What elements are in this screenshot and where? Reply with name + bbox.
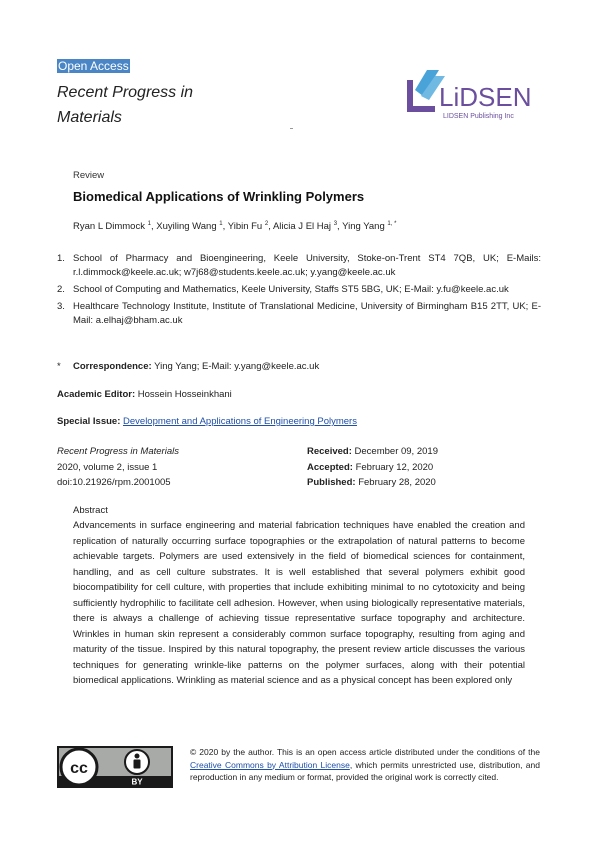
author-name: Xuyiling Wang (156, 221, 217, 233)
published-value: February 28, 2020 (358, 477, 436, 488)
attribution-person-icon (125, 750, 149, 774)
special-issue (57, 416, 357, 427)
by-badge-text: BY (131, 777, 143, 787)
license-text-before: © 2020 by the author. This is an open access article distributed under the conditions of the (190, 747, 540, 757)
affiliation-number: 3. (57, 301, 65, 312)
header-divider (290, 128, 293, 129)
license-text (190, 746, 540, 784)
correspondence-text: Ying Yang; E-Mail: y.yang@keele.ac.uk (154, 361, 320, 372)
affiliation-item (57, 300, 541, 328)
correspondence (57, 361, 319, 372)
author-name: Ryan L Dimmock (73, 221, 145, 233)
open-access-badge: Open Access (58, 59, 129, 73)
journal-name-line2: Materials (57, 109, 122, 126)
article-dates (307, 444, 438, 491)
affiliation-item (57, 252, 541, 280)
special-issue-link[interactable]: Development and Applications of Engineering Polymers (123, 416, 357, 427)
affiliation-text: School of Computing and Mathematics, Keele University, Staffs ST5 5BG, UK; E-Mail: y.fu@keele.ac.uk (73, 284, 509, 295)
author-affiliation-marker: 1 (147, 221, 151, 227)
creative-commons-link[interactable]: Creative Commons by Attribution License (190, 759, 350, 770)
license-text-after: , which permits unrestricted use, distribution, and reproduction in any medium or format, provided the original work is correctly cited. (190, 759, 540, 782)
affiliation-text: Healthcare Technology Institute, Institute of Translational Medicine, University of Birmingham B15 2TT, UK; E-Mail: a.elhaj@bham.ac.uk (73, 301, 541, 326)
received-label: Received: (307, 446, 352, 457)
special-issue-label: Special Issue: (57, 416, 121, 427)
journal-name (57, 80, 193, 130)
article-type: Review (73, 170, 105, 181)
author-name: Ying Yang (342, 221, 385, 233)
lidsen-logo (405, 66, 545, 122)
published-label: Published: (307, 477, 356, 488)
published-date (307, 475, 438, 491)
accepted-value: February 12, 2020 (355, 461, 434, 473)
lidsen-logo-subtext: LIDSEN Publishing Inc (443, 113, 514, 120)
correspondence-star: * (57, 361, 61, 372)
accepted-date (307, 460, 438, 476)
cc-badge-text: cc (70, 760, 88, 777)
author-affiliation-marker: 3 (333, 221, 338, 227)
affiliation-number: 1. (57, 253, 65, 264)
academic-editor (57, 389, 232, 400)
affiliation-text: School of Pharmacy and Bioengineering, Keele University, Stoke-on-Trent ST4 7QB, UK; E-Mails: r.l.dimmock@keele.ac.uk; w7j68@students.keele.ac.uk; y.yang@keele.ac.uk (73, 253, 541, 278)
creative-commons-icon (61, 749, 97, 785)
academic-editor-label: Academic Editor: (57, 389, 136, 400)
abstract-text: Advancements in surface engineering and material fabrication techniques have enabled the creation and replication of naturally occurring surface topographies or the extrapolation of natural patterns to become achievable targets. Polymers are used extensively in the field of biomedical sciences for containment, handling, and as cell culture substrates. It is well established that several polymers exhibit good biocompatibility for cell culture, with properties that include exhibiting minimal to no cytotoxicity and being sufficiently hydrophilic to facilitate cell adhesion. However, when using biologically representative materials, there is always a challenge of achieving tissue representative surface topography and architecture. Wrinkles in human skin represent a considerably common surface topography, resulting from aging and maturity of the tissue. Inspired by this natural topography, the present review article discusses the various techniques for generating wrinkle-like patterns on the polymer surfaces, along with their potential biomedical applications. Wrinkling as material science and as a physical concept has been explored only (73, 520, 525, 686)
academic-editor-name: Hossein Hosseinkhani (137, 389, 232, 400)
affiliation-item (57, 283, 541, 297)
affiliation-number: 2. (57, 284, 65, 295)
citation-volume-issue: 2020, volume 2, issue 1 (57, 461, 158, 473)
correspondence-label: Correspondence: (73, 361, 152, 372)
accepted-label: Accepted: (307, 461, 353, 473)
author-list: Ryan L Dimmock $^1$, Xuyiling Wang $^1$, Yibin Fu $^2$, Alicia J El Haj $^3$, Ying Yang $^{1, *}$ (73, 221, 397, 233)
author-affiliation-marker: 2 (264, 221, 269, 227)
author-affiliation-marker: 1 (219, 221, 223, 227)
received-value: December 09, 2019 (354, 446, 438, 457)
author-affiliation-marker: 1, * (387, 221, 397, 227)
affiliation-list (57, 252, 541, 331)
cc-by-license-badge[interactable] (57, 746, 173, 788)
citation-info (57, 444, 179, 491)
article-title: Biomedical Applications of Wrinkling Polymers (73, 189, 365, 204)
author-name: Yibin Fu (227, 221, 263, 233)
citation-doi: doi:10.21926/rpm.2001005 (57, 477, 171, 488)
lidsen-logo-text: LiDSEN (439, 82, 532, 112)
citation-journal: Recent Progress in Materials (57, 446, 179, 457)
abstract-heading: Abstract (73, 505, 108, 516)
journal-name-line1: Recent Progress in (57, 84, 194, 101)
received-date (307, 444, 438, 460)
author-name: Alicia J El Haj (272, 221, 332, 233)
